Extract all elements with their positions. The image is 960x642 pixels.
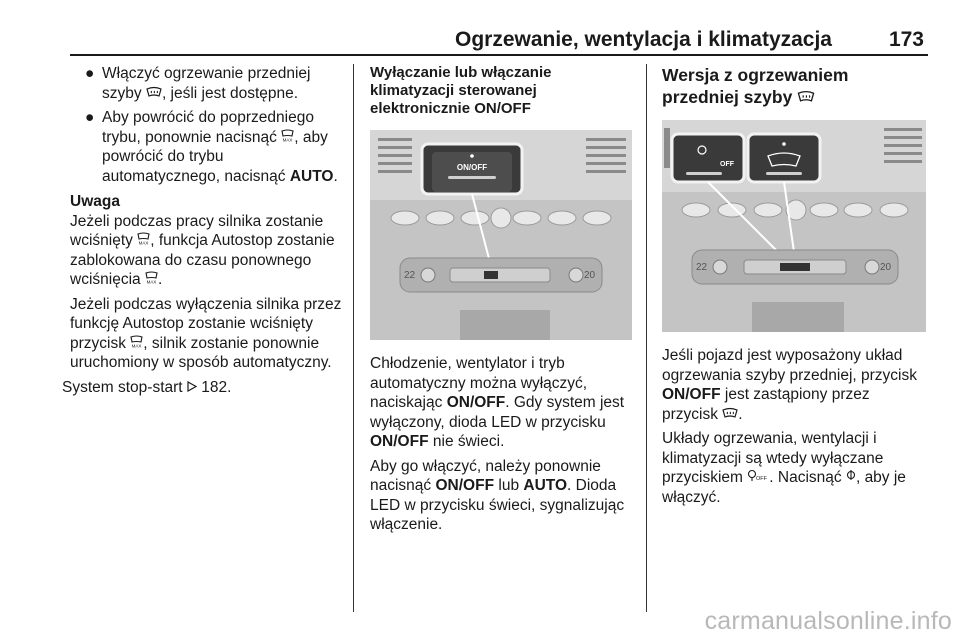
svg-text:MAX: MAX xyxy=(146,279,157,284)
list-item: ● Aby powrócić do poprzedniego trybu, ponownie nacisnąć MAX , aby powrócić do trybu automatycznego, nacisnąć AUTO. xyxy=(85,109,338,185)
windshield-heat-icon xyxy=(146,84,162,104)
windshield-heat-icon xyxy=(722,405,738,425)
cross-reference[interactable]: System stop-start 182. xyxy=(62,378,232,396)
svg-text:MAX: MAX xyxy=(131,343,142,348)
paragraph: Jeśli pojazd jest wyposażony układ ogrzewania szyby przedniej, przycisk ON/OFF jest zastąpiony przez przycisk . xyxy=(662,347,917,423)
paragraph: Chłodzenie, wentylator i tryb automatyczny można wyłączyć, naciskając ON/OFF. Gdy system jest wyłączony, dioda LED w przycisku ON/OFF nie świeci. xyxy=(370,355,625,450)
page-title: Ogrzewanie, wentylacja i klimatyzacja xyxy=(454,28,832,51)
column-3 xyxy=(662,64,928,512)
max-defrost-icon xyxy=(130,334,143,354)
windshield-panel-illustration xyxy=(662,120,926,332)
max-defrost-icon xyxy=(145,270,158,290)
page-header xyxy=(70,22,928,52)
column-1 xyxy=(62,64,344,402)
climate-on-icon xyxy=(846,468,856,488)
page-number: 173 xyxy=(888,28,924,51)
windshield-heat-icon xyxy=(797,88,815,110)
svg-text:20: 20 xyxy=(880,262,892,273)
max-defrost-icon xyxy=(281,128,294,148)
svg-text:MAX: MAX xyxy=(138,240,149,245)
svg-text:20: 20 xyxy=(584,270,596,281)
watermark: carmanualsonline.info xyxy=(704,607,952,635)
paragraph: Układy ogrzewania, wentylacji i klimatyzacji są wtedy wyłączane przyciskiem OFF . Nacisnąć , aby je włączyć. xyxy=(662,430,906,506)
svg-text:22: 22 xyxy=(696,262,708,273)
paragraph: Aby go włączyć, należy ponownie nacisnąć ON/OFF lub AUTO. Dioda LED w przycisku świeci, sygnalizując włączenie. xyxy=(370,457,625,533)
on-off-button-label: ON/OFF xyxy=(456,163,488,172)
note-title: Uwaga xyxy=(70,193,120,210)
max-defrost-icon xyxy=(137,231,150,251)
column-divider-1 xyxy=(353,64,354,612)
svg-text:22: 22 xyxy=(404,270,416,281)
off-button-label: OFF xyxy=(720,161,734,168)
note-paragraph: Jeżeli podczas pracy silnika zostanie wciśnięty MAX , funkcja Autostop zostanie zablokowana do czasu ponownego wciśnięcia MAX . xyxy=(70,212,335,288)
header-rule xyxy=(70,54,928,56)
triangle-right-icon xyxy=(187,378,197,398)
list-item: ● Włączyć ogrzewanie przedniej szyby , jeśli jest dostępne. xyxy=(85,65,311,102)
svg-text:OFF: OFF xyxy=(756,476,768,482)
climate-off-icon xyxy=(747,468,769,488)
note-paragraph: Jeżeli podczas wyłączenia silnika przez funkcję Autostop zostanie wciśnięty przycisk MAX , silnik zostanie ponownie uruchomiony w sposób automatyczny. xyxy=(70,295,342,371)
column-2 xyxy=(370,64,634,540)
svg-text:MAX: MAX xyxy=(282,137,293,142)
section-heading: Wyłączanie lub włączanie klimatyzacji sterowanej elektronicznie ON/OFF xyxy=(370,64,552,117)
column-divider-2 xyxy=(646,64,647,612)
on-off-panel-illustration xyxy=(370,130,632,340)
section-heading: Wersja z ogrzewaniem przedniej szyby xyxy=(662,64,928,110)
